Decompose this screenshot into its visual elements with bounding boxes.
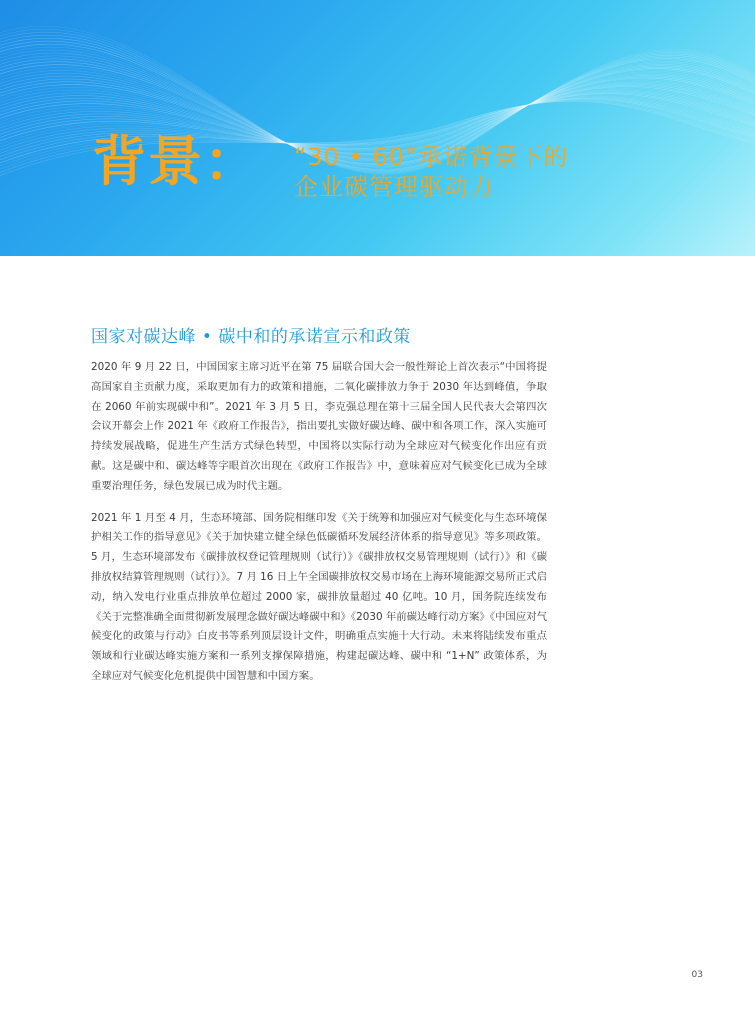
paragraph: 2020 年 9 月 22 日，中国国家主席习近平在第 75 届联合国大会一般性辩论上首次表示“中国将提高国家自主贡献力度，采取更加有力的政策和措施，二氧化碳排放力争于 2030 年达到峰值，争取在 2060 年前实现碳中和”。2021 年 3 月 5 日，李克强总理在第十三届全国人民代表大会第四次会议开幕会上作 2021 年《政府工作报告》，指出要扎实做好碳达峰、碳中和各项工作，深入实施可持续发展战略，促进生产生活方式绿色转型，中国将以实际行动为全球应对气候变化作出应有贡献。这是碳中和、碳达峰等字眼首次出现在《政府工作报告》中，意味着应对气候变化已成为全球重要治理任务，绿色发展已成为时代主题。	[91, 361, 547, 492]
wave-pattern-graphic	[0, 0, 755, 256]
paragraph: 2021 年 1 月至 4 月，生态环境部、国务院相继印发《关于统筹和加强应对气候变化与生态环境保护相关工作的指导意见》《关于加快建立健全绿色低碳循环发展经济体系的指导意见》等多项政策。5 月，生态环境部发布《碳排放权登记管理规则（试行）》《碳排放权交易管理规则（试行）》和《碳排放权结算管理规则（试行）》。7 月 16 日上午全国碳排放权交易市场在上海环境能源交易所正式启动，纳入发电行业重点排放单位超过 2000 家，碳排放量超过 40 亿吨。10 月，国务院连续发布《关于完整准确全面贯彻新发展理念做好碳达峰碳中和》《2030 年前碳达峰行动方案》《中国应对气候变化的政策与行动》白皮书等系列顶层设计文件，明确重点实施十大行动。未来将陆续发布重点领域和行业碳达峰实施方案和一系列支撑保障措施，构建起碳达峰、碳中和 “1+N” 政策体系，为全球应对气候变化危机提供中国智慧和中国方案。	[91, 511, 547, 682]
title-main: 背景：	[92, 130, 260, 193]
section-heading: 国家对碳达峰 • 碳中和的承诺宣示和政策	[91, 327, 411, 347]
banner-title	[92, 132, 568, 202]
body-content	[91, 358, 547, 699]
header-banner	[0, 0, 755, 256]
page-number: 03	[691, 970, 703, 980]
title-subtitle	[294, 142, 568, 202]
title-subtitle-line-1: “30 • 60”承诺背景下的	[294, 143, 569, 171]
title-subtitle-line-2: 企业碳管理驱动力	[294, 173, 494, 201]
